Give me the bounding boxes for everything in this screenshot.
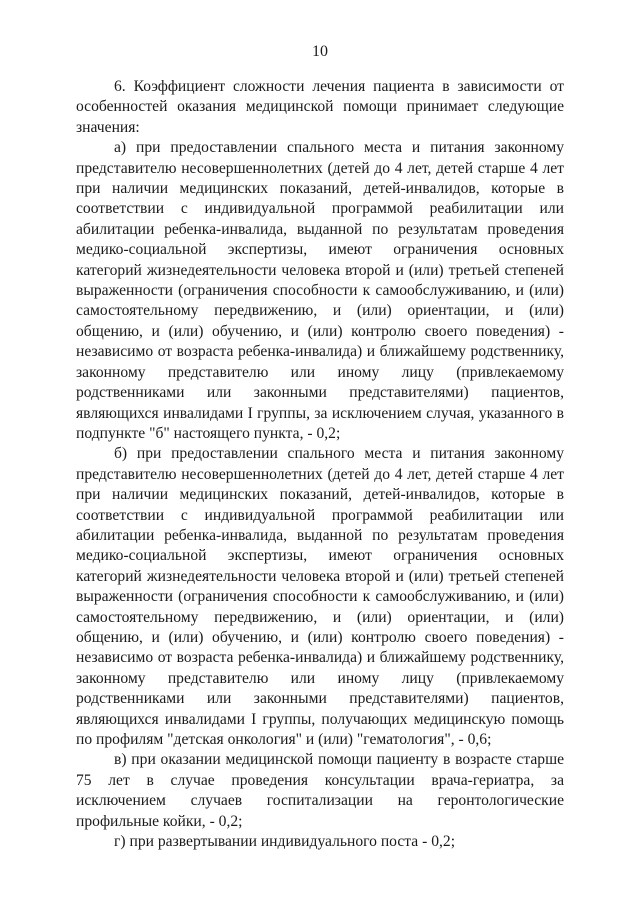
paragraph-item-6: 6. Коэффициент сложности лечения пациента в зависимости от особенностей оказания медицинской помощи принимает следующие значения: bbox=[76, 78, 564, 136]
subparagraph-a: а) при предоставлении спального места и питания законному представителю несовершеннолетних (детей до 4 лет, детей старше 4 лет при наличии медицинских показаний, детей-инвалидов, которые в соответствии с индивидуальной программой реабилитации или абилитации ребенка-инвалида, выданной по результатам проведения медико-социальной экспертизы, имеют ограничения основных категорий жизнедеятельности человека второй и (или) третьей степеней выраженности (ограничения способности к самообслуживанию, и (или) самостоятельному передвижению, и (или) ориентации, и (или) общению, и (или) обучению, и (или) контролю своего поведения) - независимо от возраста ребенка-инвалида) и ближайшему родственнику, законному представителю или иному лицу (привлекаемому родственниками или законными представителями) пациентов, являющихся инвалидами I группы, за исключением случая, указанного в подпункте "б" настоящего пункта, - 0,2; bbox=[76, 139, 564, 442]
page-number: 10 bbox=[312, 43, 328, 60]
subparagraph-v: в) при оказании медицинской помощи пациенту в возрасте старше 75 лет в случае проведения консультации врача-гериатра, за исключением случаев госпитализации на геронтологические профильные койки, - 0,2; bbox=[76, 751, 564, 830]
subparagraph-b: б) при предоставлении спального места и питания законному представителю несовершеннолетних (детей до 4 лет, детей старше 4 лет при наличии медицинских показаний, детей-инвалидов, которые в соответствии с индивидуальной программой реабилитации или абилитации ребенка-инвалида, выданной по результатам проведения медико-социальной экспертизы, имеют ограничения основных категорий жизнедеятельности человека второй и (или) третьей степеней выраженности (ограничения способности к самообслуживанию, и (или) самостоятельному передвижению, и (или) ориентации, и (или) общению, и (или) обучению, и (или) контролю своего поведения) - независимо от возраста ребенка-инвалида) и ближайшему родственнику, законному представителю или иному лицу (привлекаемому родственниками или законными представителями) пациентов, являющихся инвалидами I группы, получающих медицинскую помощь по профилям "детская онкология" и (или) "гематология", - 0,6; bbox=[76, 445, 564, 748]
document-body bbox=[76, 77, 564, 852]
subparagraph-g: г) при развертывании индивидуального поста - 0,2; bbox=[114, 833, 456, 851]
